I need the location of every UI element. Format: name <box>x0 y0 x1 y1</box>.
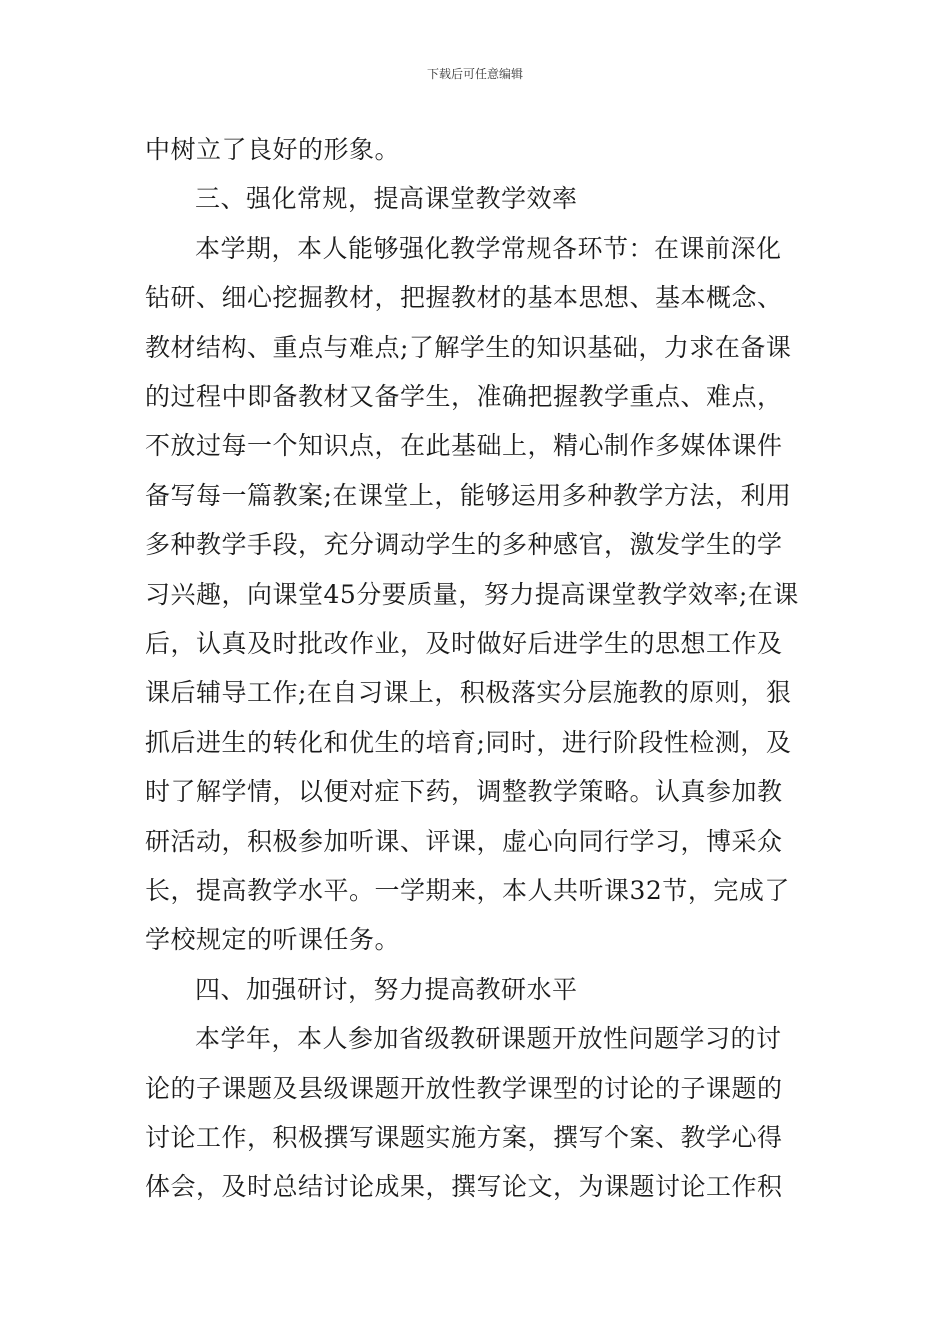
text-line: 研活动，积极参加听课、评课，虚心向同行学习，博采众 <box>145 826 783 856</box>
text-line: 讨论工作，积极撰写课题实施方案，撰写个案、教学心得 <box>145 1123 783 1152</box>
text-line: 本学年，本人参加省级教研课题开放性问题学习的讨 <box>195 1024 782 1054</box>
text-line: 抓后进生的转化和优生的培育;同时，进行阶段性检测，及 <box>145 727 792 757</box>
text-line: 教材结构、重点与难点;了解学生的知识基础，力求在备课 <box>145 332 792 362</box>
text-line: 中树立了良好的形象。 <box>145 135 401 164</box>
text-line: 后，认真及时批改作业，及时做好后进学生的思想工作及 <box>145 629 783 658</box>
text-line: 的过程中即备教材又备学生，准确把握教学重点、难点， <box>145 382 783 411</box>
text-line: 多种教学手段，充分调动学生的多种感官，激发学生的学 <box>145 530 783 560</box>
text-line: 本学期，本人能够强化教学常规各环节：在课前深化 <box>195 233 782 263</box>
text-line: 三、强化常规，提高课堂教学效率 <box>195 184 578 214</box>
text-line: 学校规定的听课任务。 <box>145 925 401 955</box>
text-line: 四、加强研讨，努力提高教研水平 <box>195 974 578 1004</box>
text-line: 论的子课题及县级课题开放性教学课型的讨论的子课题的 <box>145 1073 783 1103</box>
text-line: 时了解学情，以便对症下药，调整教学策略。认真参加教 <box>145 777 783 807</box>
text-line: 习兴趣，向课堂45分要质量，努力提高课堂教学效率;在课 <box>145 579 799 609</box>
text-line: 体会，及时总结讨论成果，撰写论文，为课题讨论工作积 <box>145 1172 783 1202</box>
text-line: 长，提高教学水平。一学期来，本人共听课32节，完成了 <box>145 876 790 905</box>
text-line: 钻研、细心挖掘教材，把握教材的基本思想、基本概念、 <box>145 283 783 313</box>
text-line: 课后辅导工作;在自习课上，积极落实分层施教的原则，狠 <box>145 678 792 708</box>
text-line: 备写每一篇教案;在课堂上，能够运用多种教学方法，利用 <box>145 480 792 510</box>
text-line: 不放过每一个知识点，在此基础上，精心制作多媒体课件 <box>145 431 783 461</box>
page-header: 下载后可任意编辑 <box>426 67 523 81</box>
